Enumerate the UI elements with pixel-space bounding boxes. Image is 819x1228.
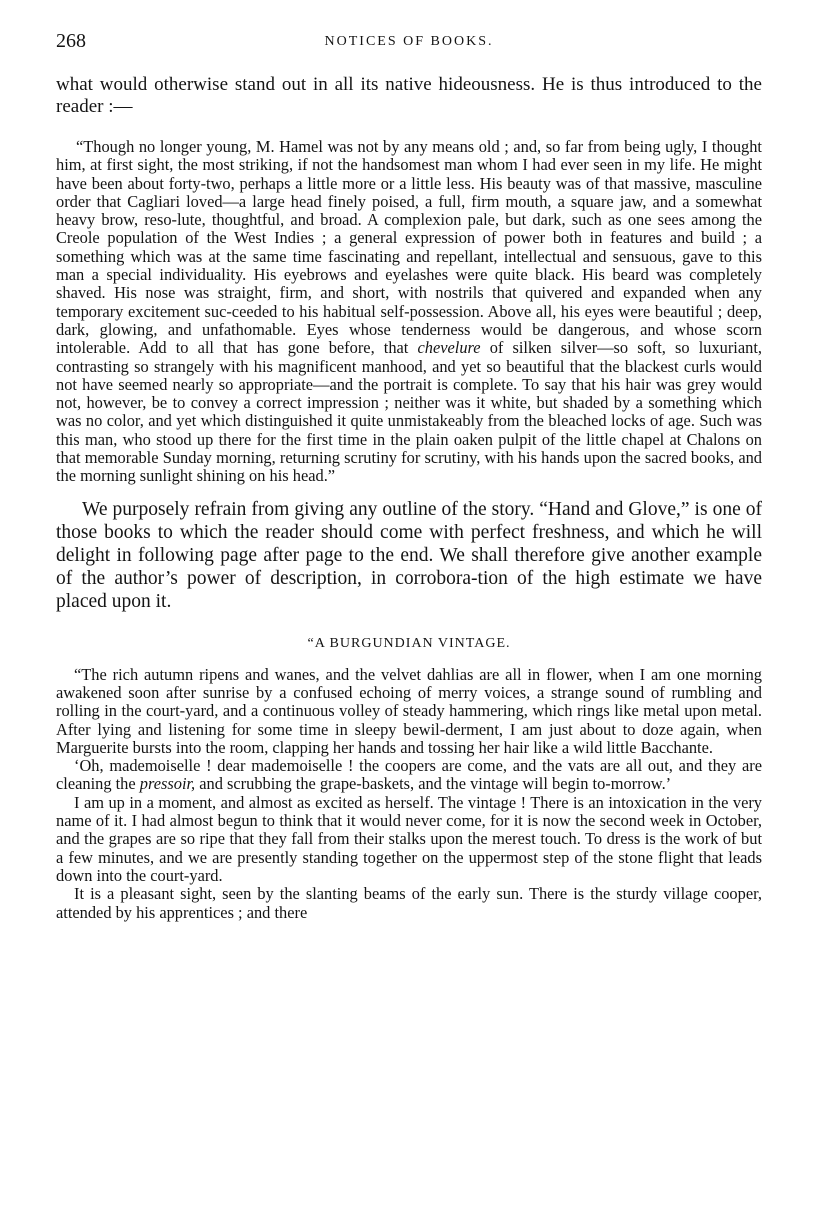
- page-number: 268: [56, 30, 86, 52]
- vintage-paragraph-3: I am up in a moment, and almost as excited as herself. The vintage ! There is an intoxication in the very name of it. I had almost begun to think that it would never come, for it is now the second week in October, and the grapes are so ripe that they fall from their stalks upon the merest touch. To dress is the work of but a few minutes, and we are presently standing together on the uppermost step of the stone flight that leads down into the court-yard.: [56, 792, 762, 885]
- vintage-p2-part2: and scrubbing the grape-baskets, and the vintage will begin to-morrow.’: [199, 774, 672, 794]
- page-header: [56, 30, 762, 58]
- vintage-p2-part1: ‘Oh, mademoiselle ! dear mademoiselle ! the coopers are come, and the vats are all out, and they are cleaning the: [56, 756, 762, 794]
- intro-paragraph: what would otherwise stand out in all its native hideousness. He is thus introduced to the reader :—: [56, 74, 762, 117]
- vintage-quotation: [56, 666, 762, 922]
- vintage-paragraph-4: It is a pleasant sight, seen by the slanting beams of the early sun. There is the sturdy village cooper, attended by his apprentices ; and there: [56, 884, 762, 922]
- vintage-paragraph-1: “The rich autumn ripens and wanes, and the velvet dahlias are all in flower, when I am one morning awakened soon after sunrise by a confused echoing of merry voices, a strange sound of rumbling and rolling in the court-yard, and a continuous volley of steady hammering, which rings like metal upon metal. After lying and listening for some time in sleepy bewil-derment, I am just about to doze again, when Marguerite bursts into the room, clapping her hands and tossing her hair like a wild little Bacchante.: [56, 664, 762, 757]
- vintage-p2-italic: pressoir,: [139, 774, 196, 794]
- section-heading: “A BURGUNDIAN VINTAGE.: [307, 635, 511, 651]
- body-paragraph: We purposely refrain from giving any outline of the story. “Hand and Glove,” is one of those books to which the reader should come with perfect freshness, and which he will delight in following page after page to the end. We shall therefore give another example of the author’s power of description, in corrobora-tion of the high estimate we have placed upon it.: [56, 498, 762, 613]
- running-title: NOTICES OF BOOKS.: [324, 34, 494, 49]
- quote-text-part1: “Though no longer young, M. Hamel was not by any means old ; and, so far from being ugly, I thought him, at first sight, the most striking, if not the handsomest man whom I had ever seen in my life. He might have been about forty-two, perhaps a little more or a little less. His beauty was of that massive, masculine order that Cagliari loved—a large head finely poised, a full, firm mouth, a square jaw, and a somewhat heavy brow, reso-lute, thoughtful, and broad. A complexion pale, but dark, such as one sees among the Creole population of the West Indies ; a general expression of power both in features and build ; a something which was at the same time fascinating and repellant, intellectual and sensuous, gave to this man a special individuality. His eyebrows and eyelashes were quite black. His beard was completely shaved. His nose was straight, firm, and short, with nostrils that quivered and expanded when any temporary excitement suc-ceeded to his habitual self-possession. Above all, his eyes were beautiful ; deep, dark, glowing, and unfathomable. Eyes whose tenderness would be dangerous, and whose scorn intolerable. Add to all that has gone before, that: [56, 137, 762, 358]
- hamel-quotation: [56, 138, 762, 486]
- quote-text-part2: of silken silver—so soft, so luxuriant, contrasting so strangely with his magnificent manhood, and yet so beautiful that the blackest curls would not have seemed nearly so appropriate—and the portrait is complete. To say that his hair was grey would not, however, be to convey a correct impression ; neither was it white, but shaded by a something which was no color, and yet which distinguished it quite unmistakeably from the bleached locks of age. Such was this man, who stood up there for the first time in the plain oaken pulpit of the little chapel at Chalons on that memorable Sunday morning, returning scrutiny for scrutiny, with his hands upon the sacred books, and the morning sunlight shining on his head.”: [56, 338, 762, 486]
- quote-italic-word: chevelure: [417, 338, 481, 358]
- quotation-paragraph: [56, 138, 762, 486]
- book-page: [56, 30, 762, 922]
- vintage-paragraph-2: [56, 757, 762, 794]
